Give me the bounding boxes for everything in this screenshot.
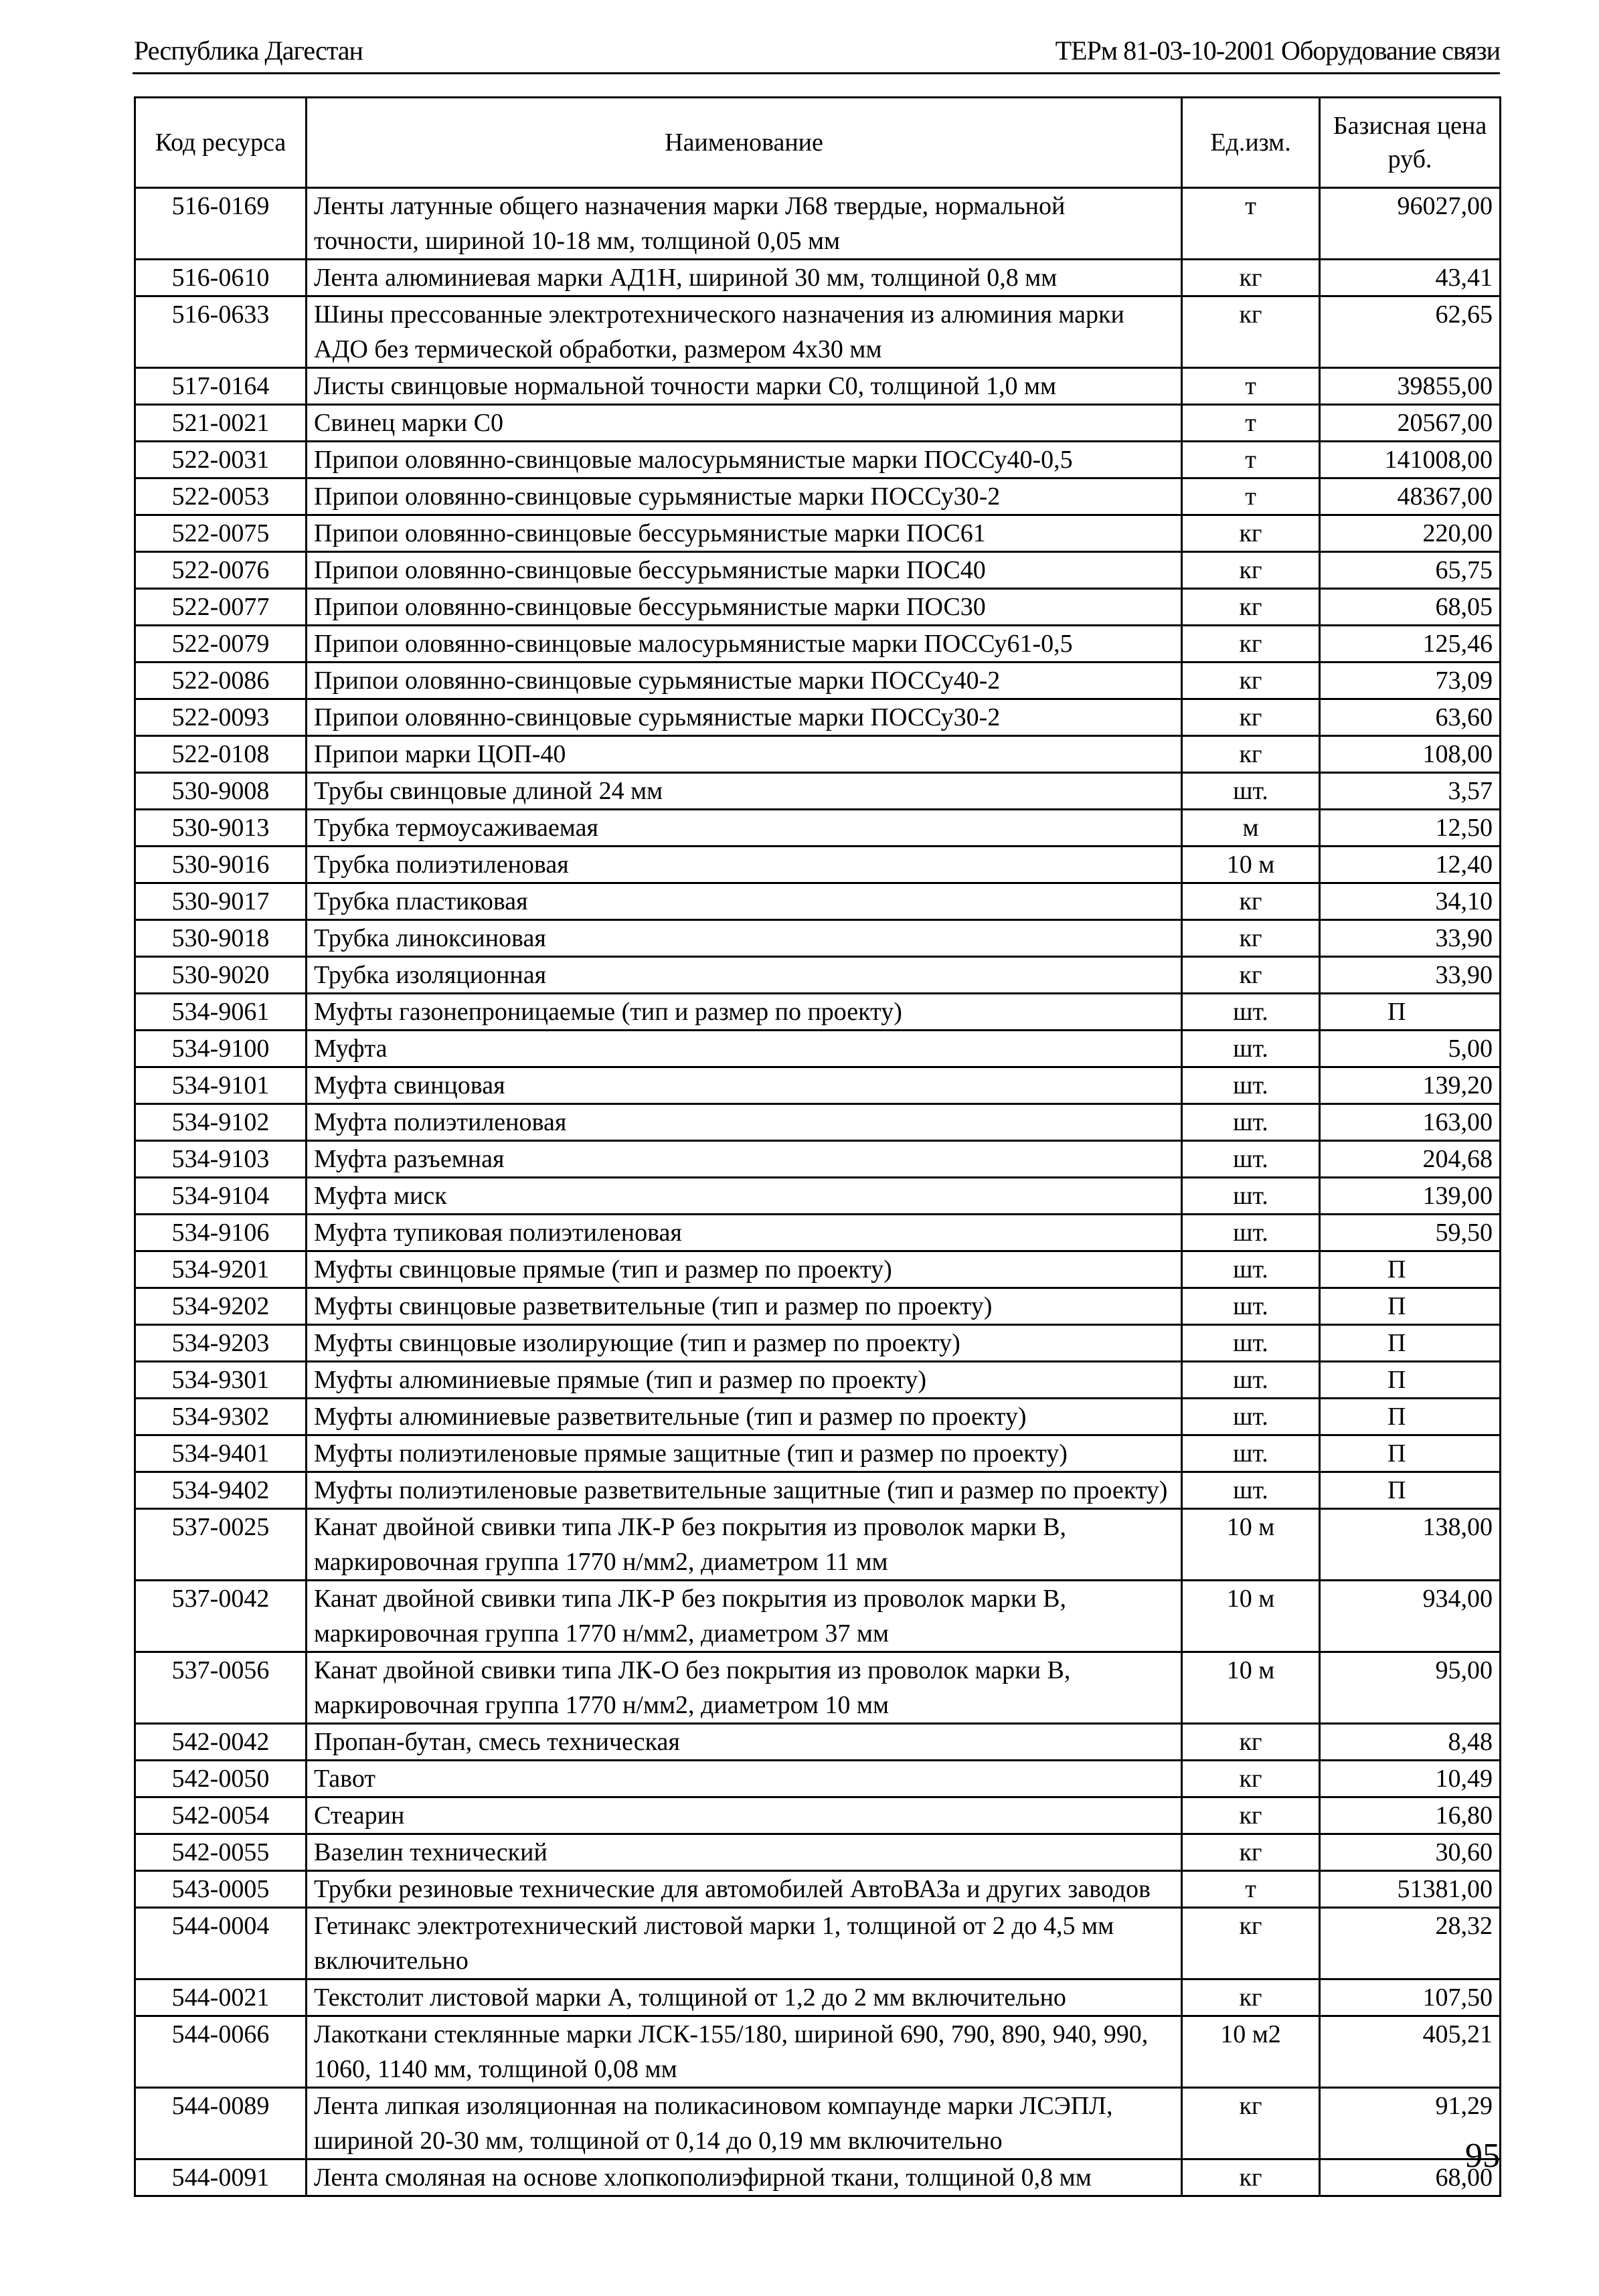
resource-code-cell: 534-9301 — [135, 1362, 307, 1399]
resource-code-cell: 522-0108 — [135, 736, 307, 773]
table-row — [135, 1472, 1501, 1509]
resource-code-cell: 537-0025 — [135, 1509, 307, 1581]
table-row — [135, 188, 1501, 260]
table-row — [135, 2016, 1501, 2088]
unit-cell: кг — [1182, 699, 1320, 736]
table-header-row — [135, 98, 1501, 188]
resource-name-cell: Трубка изоляционная — [307, 957, 1182, 994]
price-cell: 163,00 — [1320, 1104, 1501, 1141]
unit-cell: кг — [1182, 589, 1320, 626]
table-row — [135, 1104, 1501, 1141]
price-cell: 3,57 — [1320, 773, 1501, 810]
price-cell: 405,21 — [1320, 2016, 1501, 2088]
table-row — [135, 1215, 1501, 1251]
unit-cell: м — [1182, 810, 1320, 847]
price-cell: 28,32 — [1320, 1908, 1501, 1979]
table-row — [135, 478, 1501, 515]
resource-name-cell: Трубки резиновые технические для автомобилей АвтоВАЗа и других заводов — [307, 1871, 1182, 1908]
unit-cell: кг — [1182, 1724, 1320, 1761]
resource-code-cell: 534-9106 — [135, 1215, 307, 1251]
table-row — [135, 2088, 1501, 2159]
resource-code-cell: 530-9017 — [135, 883, 307, 920]
resource-code-cell: 534-9103 — [135, 1141, 307, 1178]
price-cell: 138,00 — [1320, 1509, 1501, 1581]
unit-cell: т — [1182, 405, 1320, 442]
unit-cell: шт. — [1182, 1435, 1320, 1472]
unit-cell: кг — [1182, 736, 1320, 773]
resource-code-cell: 544-0021 — [135, 1979, 307, 2016]
unit-cell: кг — [1182, 260, 1320, 296]
table-row — [135, 1325, 1501, 1362]
unit-cell: 10 м — [1182, 1581, 1320, 1652]
unit-cell: кг — [1182, 663, 1320, 699]
resource-name-cell: Припои оловянно-свинцовые бессурьмянистые марки ПОС61 — [307, 515, 1182, 552]
price-cell: 220,00 — [1320, 515, 1501, 552]
table-row — [135, 626, 1501, 663]
table-row — [135, 442, 1501, 478]
column-header-unit: Ед.изм. — [1182, 98, 1320, 188]
table-row — [135, 994, 1501, 1031]
resource-code-cell: 516-0169 — [135, 188, 307, 260]
unit-cell: шт. — [1182, 1288, 1320, 1325]
header-document-code: ТЕРм 81-03-10-2001 Оборудование связи — [1055, 35, 1500, 66]
resource-name-cell: Припои оловянно-свинцовые малосурьмянистые марки ПОССу61-0,5 — [307, 626, 1182, 663]
table-row — [135, 552, 1501, 589]
table-row — [135, 1908, 1501, 1979]
resource-name-cell: Трубка линоксиновая — [307, 920, 1182, 957]
resource-name-cell: Припои оловянно-свинцовые сурьмянистые марки ПОССу40-2 — [307, 663, 1182, 699]
unit-cell: шт. — [1182, 994, 1320, 1031]
resource-name-cell: Лента алюминиевая марки АД1Н, шириной 30 мм, толщиной 0,8 мм — [307, 260, 1182, 296]
price-cell: 5,00 — [1320, 1031, 1501, 1067]
resource-code-cell: 522-0077 — [135, 589, 307, 626]
resource-code-cell: 522-0053 — [135, 478, 307, 515]
resource-code-cell: 534-9401 — [135, 1435, 307, 1472]
unit-cell: кг — [1182, 1834, 1320, 1871]
resource-name-cell: Припои оловянно-свинцовые бессурьмянистые марки ПОС40 — [307, 552, 1182, 589]
unit-cell: шт. — [1182, 1251, 1320, 1288]
unit-cell: кг — [1182, 1761, 1320, 1797]
unit-cell: кг — [1182, 515, 1320, 552]
resource-code-cell: 537-0042 — [135, 1581, 307, 1652]
unit-cell: кг — [1182, 1797, 1320, 1834]
price-cell: П — [1320, 1325, 1501, 1362]
resource-code-cell: 534-9104 — [135, 1178, 307, 1215]
table-row — [135, 368, 1501, 405]
price-cell: 934,00 — [1320, 1581, 1501, 1652]
resource-code-cell: 522-0031 — [135, 442, 307, 478]
resource-name-cell: Муфты полиэтиленовые разветвительные защитные (тип и размер по проекту) — [307, 1472, 1182, 1509]
resource-code-cell: 544-0089 — [135, 2088, 307, 2159]
price-cell: П — [1320, 1362, 1501, 1399]
resource-name-cell: Муфты свинцовые разветвительные (тип и размер по проекту) — [307, 1288, 1182, 1325]
table-row — [135, 515, 1501, 552]
price-cell: 30,60 — [1320, 1834, 1501, 1871]
page-number: 95 — [1465, 2137, 1500, 2175]
table-row — [135, 1797, 1501, 1834]
resource-name-cell: Текстолит листовой марки А, толщиной от 1,2 до 2 мм включительно — [307, 1979, 1182, 2016]
table-row — [135, 1031, 1501, 1067]
resource-code-cell: 542-0054 — [135, 1797, 307, 1834]
resource-name-cell: Муфта полиэтиленовая — [307, 1104, 1182, 1141]
column-header-price: Базисная цена руб. — [1320, 98, 1501, 188]
table-row — [135, 589, 1501, 626]
resource-code-cell: 522-0093 — [135, 699, 307, 736]
price-cell: 108,00 — [1320, 736, 1501, 773]
header-region: Республика Дагестан — [134, 35, 363, 66]
price-cell: 63,60 — [1320, 699, 1501, 736]
price-cell: 12,40 — [1320, 847, 1501, 883]
resource-code-cell: 534-9203 — [135, 1325, 307, 1362]
unit-cell: кг — [1182, 920, 1320, 957]
price-cell: 62,65 — [1320, 296, 1501, 368]
table-row — [135, 2159, 1501, 2196]
price-cell: 141008,00 — [1320, 442, 1501, 478]
resource-code-cell: 534-9061 — [135, 994, 307, 1031]
resource-code-cell: 534-9201 — [135, 1251, 307, 1288]
price-cell: 10,49 — [1320, 1761, 1501, 1797]
unit-cell: кг — [1182, 2159, 1320, 2196]
table-row — [135, 1435, 1501, 1472]
table-row — [135, 1724, 1501, 1761]
resource-code-cell: 537-0056 — [135, 1652, 307, 1724]
table-row — [135, 699, 1501, 736]
unit-cell: шт. — [1182, 1067, 1320, 1104]
price-cell: 107,50 — [1320, 1979, 1501, 2016]
table-row — [135, 1251, 1501, 1288]
resource-name-cell: Лента смоляная на основе хлопкополиэфирной ткани, толщиной 0,8 мм — [307, 2159, 1182, 2196]
table-row — [135, 920, 1501, 957]
table-row — [135, 405, 1501, 442]
price-cell: 39855,00 — [1320, 368, 1501, 405]
resource-code-cell: 534-9302 — [135, 1399, 307, 1435]
resource-name-cell: Муфты свинцовые прямые (тип и размер по проекту) — [307, 1251, 1182, 1288]
header-divider — [133, 72, 1500, 74]
resource-code-cell: 534-9101 — [135, 1067, 307, 1104]
price-cell: 51381,00 — [1320, 1871, 1501, 1908]
unit-cell: шт. — [1182, 1472, 1320, 1509]
resource-code-cell: 521-0021 — [135, 405, 307, 442]
resource-name-cell: Лента липкая изоляционная на поликасиновом компаунде марки ЛСЭПЛ, шириной 20-30 мм, толщиной от 0,14 до 0,19 мм включительно — [307, 2088, 1182, 2159]
resource-name-cell: Пропан-бутан, смесь техническая — [307, 1724, 1182, 1761]
resource-code-cell: 522-0075 — [135, 515, 307, 552]
table-row — [135, 663, 1501, 699]
price-cell: 33,90 — [1320, 920, 1501, 957]
resource-name-cell: Муфты полиэтиленовые прямые защитные (тип и размер по проекту) — [307, 1435, 1182, 1472]
resource-name-cell: Трубы свинцовые длиной 24 мм — [307, 773, 1182, 810]
resource-name-cell: Припои оловянно-свинцовые бессурьмянистые марки ПОС30 — [307, 589, 1182, 626]
unit-cell: 10 м — [1182, 1509, 1320, 1581]
table-body — [135, 188, 1501, 2196]
unit-cell: шт. — [1182, 1399, 1320, 1435]
column-header-code: Код ресурса — [135, 98, 307, 188]
resource-code-cell: 542-0042 — [135, 1724, 307, 1761]
price-cell: 139,00 — [1320, 1178, 1501, 1215]
price-cell: 68,05 — [1320, 589, 1501, 626]
resource-name-cell: Муфты алюминиевые прямые (тип и размер по проекту) — [307, 1362, 1182, 1399]
resource-name-cell: Муфты алюминиевые разветвительные (тип и размер по проекту) — [307, 1399, 1182, 1435]
table-row — [135, 1509, 1501, 1581]
price-cell: 34,10 — [1320, 883, 1501, 920]
price-cell: 204,68 — [1320, 1141, 1501, 1178]
resource-name-cell: Вазелин технический — [307, 1834, 1182, 1871]
table-row — [135, 296, 1501, 368]
price-cell: П — [1320, 1288, 1501, 1325]
resource-code-cell: 516-0610 — [135, 260, 307, 296]
resource-code-cell: 542-0055 — [135, 1834, 307, 1871]
resource-name-cell: Трубка полиэтиленовая — [307, 847, 1182, 883]
unit-cell: т — [1182, 188, 1320, 260]
unit-cell: кг — [1182, 626, 1320, 663]
price-cell: П — [1320, 1251, 1501, 1288]
resource-code-cell: 534-9202 — [135, 1288, 307, 1325]
resource-table — [134, 96, 1501, 2197]
price-cell: 8,48 — [1320, 1724, 1501, 1761]
unit-cell: шт. — [1182, 1104, 1320, 1141]
table-row — [135, 1979, 1501, 2016]
price-cell: 43,41 — [1320, 260, 1501, 296]
resource-code-cell: 516-0633 — [135, 296, 307, 368]
table-row — [135, 847, 1501, 883]
resource-name-cell: Тавот — [307, 1761, 1182, 1797]
unit-cell: кг — [1182, 2088, 1320, 2159]
resource-code-cell: 530-9016 — [135, 847, 307, 883]
unit-cell: т — [1182, 478, 1320, 515]
resource-name-cell: Припои оловянно-свинцовые сурьмянистые марки ПОССу30-2 — [307, 699, 1182, 736]
price-cell: 68,00 — [1320, 2159, 1501, 2196]
unit-cell: т — [1182, 1871, 1320, 1908]
table-row — [135, 1141, 1501, 1178]
unit-cell: кг — [1182, 296, 1320, 368]
price-cell: 65,75 — [1320, 552, 1501, 589]
resource-name-cell: Трубка пластиковая — [307, 883, 1182, 920]
unit-cell: 10 м2 — [1182, 2016, 1320, 2088]
resource-code-cell: 542-0050 — [135, 1761, 307, 1797]
unit-cell: шт. — [1182, 1325, 1320, 1362]
resource-code-cell: 544-0004 — [135, 1908, 307, 1979]
table-row — [135, 260, 1501, 296]
unit-cell: т — [1182, 442, 1320, 478]
price-cell: 20567,00 — [1320, 405, 1501, 442]
price-cell: 16,80 — [1320, 1797, 1501, 1834]
table-row — [135, 1067, 1501, 1104]
table-row — [135, 1871, 1501, 1908]
resource-code-cell: 522-0079 — [135, 626, 307, 663]
unit-cell: шт. — [1182, 1178, 1320, 1215]
resource-name-cell: Канат двойной свивки типа ЛК-О без покрытия из проволок марки В, маркировочная группа 1770 н/мм2, диаметром 10 мм — [307, 1652, 1182, 1724]
resource-code-cell: 530-9020 — [135, 957, 307, 994]
price-cell: 139,20 — [1320, 1067, 1501, 1104]
unit-cell: т — [1182, 368, 1320, 405]
table-row — [135, 773, 1501, 810]
unit-cell: кг — [1182, 957, 1320, 994]
table-row — [135, 736, 1501, 773]
resource-code-cell: 543-0005 — [135, 1871, 307, 1908]
resource-code-cell: 534-9402 — [135, 1472, 307, 1509]
resource-name-cell: Муфта свинцовая — [307, 1067, 1182, 1104]
resource-name-cell: Листы свинцовые нормальной точности марки С0, толщиной 1,0 мм — [307, 368, 1182, 405]
unit-cell: кг — [1182, 883, 1320, 920]
resource-code-cell: 544-0091 — [135, 2159, 307, 2196]
price-cell: 95,00 — [1320, 1652, 1501, 1724]
resource-name-cell: Ленты латунные общего назначения марки Л68 твердые, нормальной точности, шириной 10-18 мм, толщиной 0,05 мм — [307, 188, 1182, 260]
unit-cell: шт. — [1182, 1215, 1320, 1251]
price-cell: П — [1320, 994, 1501, 1031]
resource-code-cell: 530-9008 — [135, 773, 307, 810]
resource-name-cell: Припои оловянно-свинцовые сурьмянистые марки ПОССу30-2 — [307, 478, 1182, 515]
resource-name-cell: Стеарин — [307, 1797, 1182, 1834]
resource-name-cell: Муфты свинцовые изолирующие (тип и размер по проекту) — [307, 1325, 1182, 1362]
price-cell: П — [1320, 1472, 1501, 1509]
price-cell: 91,29 — [1320, 2088, 1501, 2159]
unit-cell: шт. — [1182, 1031, 1320, 1067]
price-cell: П — [1320, 1399, 1501, 1435]
price-cell: 73,09 — [1320, 663, 1501, 699]
resource-code-cell: 522-0076 — [135, 552, 307, 589]
resource-name-cell: Припои марки ЦОП-40 — [307, 736, 1182, 773]
table-row — [135, 1761, 1501, 1797]
resource-name-cell: Припои оловянно-свинцовые малосурьмянистые марки ПОССу40-0,5 — [307, 442, 1182, 478]
resource-name-cell: Муфта миск — [307, 1178, 1182, 1215]
table-row — [135, 810, 1501, 847]
unit-cell: кг — [1182, 552, 1320, 589]
resource-name-cell: Трубка термоусаживаемая — [307, 810, 1182, 847]
unit-cell: 10 м — [1182, 1652, 1320, 1724]
unit-cell: кг — [1182, 1979, 1320, 2016]
price-cell: 33,90 — [1320, 957, 1501, 994]
table-row — [135, 883, 1501, 920]
resource-name-cell: Шины прессованные электротехнического назначения из алюминия марки АДО без термической обработки, размером 4х30 мм — [307, 296, 1182, 368]
unit-cell: шт. — [1182, 1362, 1320, 1399]
resource-name-cell: Канат двойной свивки типа ЛК-Р без покрытия из проволок марки В, маркировочная группа 1770 н/мм2, диаметром 37 мм — [307, 1581, 1182, 1652]
price-cell: П — [1320, 1435, 1501, 1472]
resource-name-cell: Муфты газонепроницаемые (тип и размер по проекту) — [307, 994, 1182, 1031]
resource-code-cell: 534-9100 — [135, 1031, 307, 1067]
price-cell: 59,50 — [1320, 1215, 1501, 1251]
price-cell: 96027,00 — [1320, 188, 1501, 260]
resource-code-cell: 530-9018 — [135, 920, 307, 957]
resource-code-cell: 534-9102 — [135, 1104, 307, 1141]
column-header-name: Наименование — [307, 98, 1182, 188]
price-cell: 48367,00 — [1320, 478, 1501, 515]
table-row — [135, 1399, 1501, 1435]
table-row — [135, 1178, 1501, 1215]
table-row — [135, 1288, 1501, 1325]
price-cell: 12,50 — [1320, 810, 1501, 847]
table-row — [135, 1581, 1501, 1652]
resource-code-cell: 530-9013 — [135, 810, 307, 847]
unit-cell: шт. — [1182, 1141, 1320, 1178]
resource-code-cell: 522-0086 — [135, 663, 307, 699]
unit-cell: кг — [1182, 1908, 1320, 1979]
unit-cell: шт. — [1182, 773, 1320, 810]
resource-name-cell: Канат двойной свивки типа ЛК-Р без покрытия из проволок марки В, маркировочная группа 1770 н/мм2, диаметром 11 мм — [307, 1509, 1182, 1581]
resource-name-cell: Муфта тупиковая полиэтиленовая — [307, 1215, 1182, 1251]
unit-cell: 10 м — [1182, 847, 1320, 883]
table-row — [135, 957, 1501, 994]
resource-name-cell: Муфта разъемная — [307, 1141, 1182, 1178]
resource-code-cell: 517-0164 — [135, 368, 307, 405]
resource-name-cell: Свинец марки С0 — [307, 405, 1182, 442]
price-cell: 125,46 — [1320, 626, 1501, 663]
resource-name-cell: Лакоткани стеклянные марки ЛСК-155/180, шириной 690, 790, 890, 940, 990, 1060, 1140 мм, толщиной 0,08 мм — [307, 2016, 1182, 2088]
resource-code-cell: 544-0066 — [135, 2016, 307, 2088]
table-row — [135, 1652, 1501, 1724]
resource-name-cell: Муфта — [307, 1031, 1182, 1067]
resource-name-cell: Гетинакс электротехнический листовой марки 1, толщиной от 2 до 4,5 мм включительно — [307, 1908, 1182, 1979]
table-row — [135, 1362, 1501, 1399]
table-row — [135, 1834, 1501, 1871]
